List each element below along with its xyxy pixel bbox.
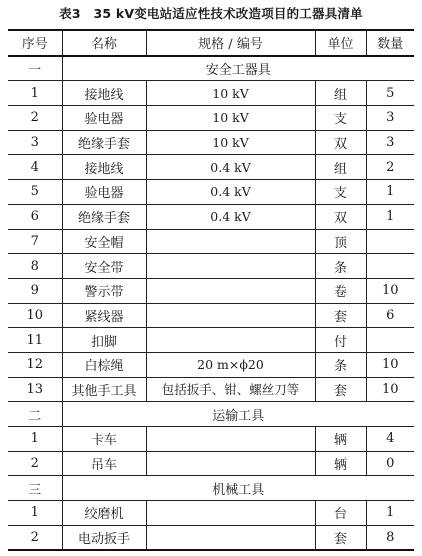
cell-name: 卡车 <box>62 427 146 452</box>
cell-index: 7 <box>8 229 62 254</box>
cell-quantity: 6 <box>366 303 414 328</box>
cell-unit: 条 <box>315 352 366 377</box>
cell-index: 3 <box>8 130 62 155</box>
cell-index: 5 <box>8 180 62 205</box>
cell-name: 绞磨机 <box>62 501 146 526</box>
table-row <box>8 352 414 377</box>
section-number: 二 <box>8 402 62 427</box>
table-row <box>8 427 414 452</box>
cell-name: 电动扳手 <box>62 525 146 550</box>
table-row <box>8 81 414 106</box>
cell-quantity <box>366 328 414 353</box>
cell-name: 其他手工具 <box>62 377 146 402</box>
cell-index: 2 <box>8 525 62 550</box>
cell-name: 警示带 <box>62 278 146 303</box>
cell-unit: 台 <box>315 501 366 526</box>
table-row <box>8 451 414 476</box>
table-row <box>8 106 414 131</box>
cell-unit: 双 <box>315 204 366 229</box>
cell-index: 11 <box>8 328 62 353</box>
table-row <box>8 254 414 279</box>
cell-name: 验电器 <box>62 180 146 205</box>
cell-spec: 20 m×ϕ20 <box>146 352 315 377</box>
cell-index: 2 <box>8 451 62 476</box>
cell-quantity: 5 <box>366 81 414 106</box>
cell-unit: 条 <box>315 254 366 279</box>
header-index: 序号 <box>8 30 62 56</box>
cell-spec: 10 kV <box>146 81 315 106</box>
cell-quantity: 1 <box>366 501 414 526</box>
cell-quantity <box>366 229 414 254</box>
table-row <box>8 229 414 254</box>
cell-unit: 支 <box>315 180 366 205</box>
cell-unit: 辆 <box>315 451 366 476</box>
cell-unit: 组 <box>315 81 366 106</box>
cell-unit: 套 <box>315 377 366 402</box>
section-title: 安全工器具 <box>62 56 414 81</box>
cell-index: 2 <box>8 106 62 131</box>
section-row <box>8 402 414 427</box>
cell-unit: 组 <box>315 155 366 180</box>
cell-quantity: 1 <box>366 204 414 229</box>
cell-spec: 0.4 kV <box>146 204 315 229</box>
cell-spec <box>146 451 315 476</box>
cell-unit: 辆 <box>315 427 366 452</box>
cell-unit: 套 <box>315 525 366 550</box>
cell-spec <box>146 501 315 526</box>
cell-spec <box>146 278 315 303</box>
section-row <box>8 56 414 81</box>
cell-quantity: 10 <box>366 278 414 303</box>
cell-spec: 0.4 kV <box>146 155 315 180</box>
cell-quantity: 3 <box>366 106 414 131</box>
cell-name: 吊车 <box>62 451 146 476</box>
cell-spec: 包括扳手、钳、螺丝刀等 <box>146 377 315 402</box>
cell-name: 接地线 <box>62 81 146 106</box>
cell-unit: 套 <box>315 303 366 328</box>
table-body <box>8 56 414 551</box>
cell-spec: 10 kV <box>146 130 315 155</box>
cell-name: 扣脚 <box>62 328 146 353</box>
cell-unit: 卷 <box>315 278 366 303</box>
cell-quantity: 10 <box>366 377 414 402</box>
cell-index: 1 <box>8 427 62 452</box>
header-row <box>8 30 414 56</box>
cell-quantity: 8 <box>366 525 414 550</box>
cell-spec <box>146 328 315 353</box>
cell-quantity: 10 <box>366 352 414 377</box>
table-row <box>8 204 414 229</box>
table-row <box>8 525 414 550</box>
cell-spec <box>146 254 315 279</box>
cell-index: 10 <box>8 303 62 328</box>
cell-quantity: 1 <box>366 180 414 205</box>
table-row <box>8 155 414 180</box>
table-row <box>8 130 414 155</box>
cell-spec: 10 kV <box>146 106 315 131</box>
cell-quantity: 3 <box>366 130 414 155</box>
cell-quantity: 4 <box>366 427 414 452</box>
tool-inventory-table <box>8 29 414 551</box>
header-name: 名称 <box>62 30 146 56</box>
header-quantity: 数量 <box>366 30 414 56</box>
cell-quantity: 0 <box>366 451 414 476</box>
cell-index: 1 <box>8 81 62 106</box>
cell-index: 6 <box>8 204 62 229</box>
cell-spec: 0.4 kV <box>146 180 315 205</box>
cell-spec <box>146 229 315 254</box>
header-spec: 规格 / 编号 <box>146 30 315 56</box>
cell-index: 8 <box>8 254 62 279</box>
cell-name: 接地线 <box>62 155 146 180</box>
table-row <box>8 501 414 526</box>
table-row <box>8 180 414 205</box>
cell-unit: 付 <box>315 328 366 353</box>
cell-unit: 顶 <box>315 229 366 254</box>
cell-index: 12 <box>8 352 62 377</box>
section-title: 机械工具 <box>62 476 414 501</box>
cell-index: 1 <box>8 501 62 526</box>
cell-name: 安全带 <box>62 254 146 279</box>
cell-spec <box>146 303 315 328</box>
cell-spec <box>146 525 315 550</box>
table-row <box>8 303 414 328</box>
section-number: 三 <box>8 476 62 501</box>
cell-unit: 双 <box>315 130 366 155</box>
cell-name: 绝缘手套 <box>62 130 146 155</box>
cell-name: 安全帽 <box>62 229 146 254</box>
table-row <box>8 278 414 303</box>
cell-spec <box>146 427 315 452</box>
cell-name: 绝缘手套 <box>62 204 146 229</box>
table-row <box>8 328 414 353</box>
cell-index: 4 <box>8 155 62 180</box>
cell-quantity <box>366 254 414 279</box>
cell-index: 13 <box>8 377 62 402</box>
section-number: 一 <box>8 56 62 81</box>
table-caption: 表3 35 kV变电站适应性技术改造项目的工器具清单 <box>59 6 363 21</box>
cell-unit: 支 <box>315 106 366 131</box>
cell-name: 验电器 <box>62 106 146 131</box>
cell-name: 白棕绳 <box>62 352 146 377</box>
section-row <box>8 476 414 501</box>
section-title: 运输工具 <box>62 402 414 427</box>
cell-index: 9 <box>8 278 62 303</box>
cell-quantity: 2 <box>366 155 414 180</box>
cell-name: 紧线器 <box>62 303 146 328</box>
table-row <box>8 377 414 402</box>
header-unit: 单位 <box>315 30 366 56</box>
